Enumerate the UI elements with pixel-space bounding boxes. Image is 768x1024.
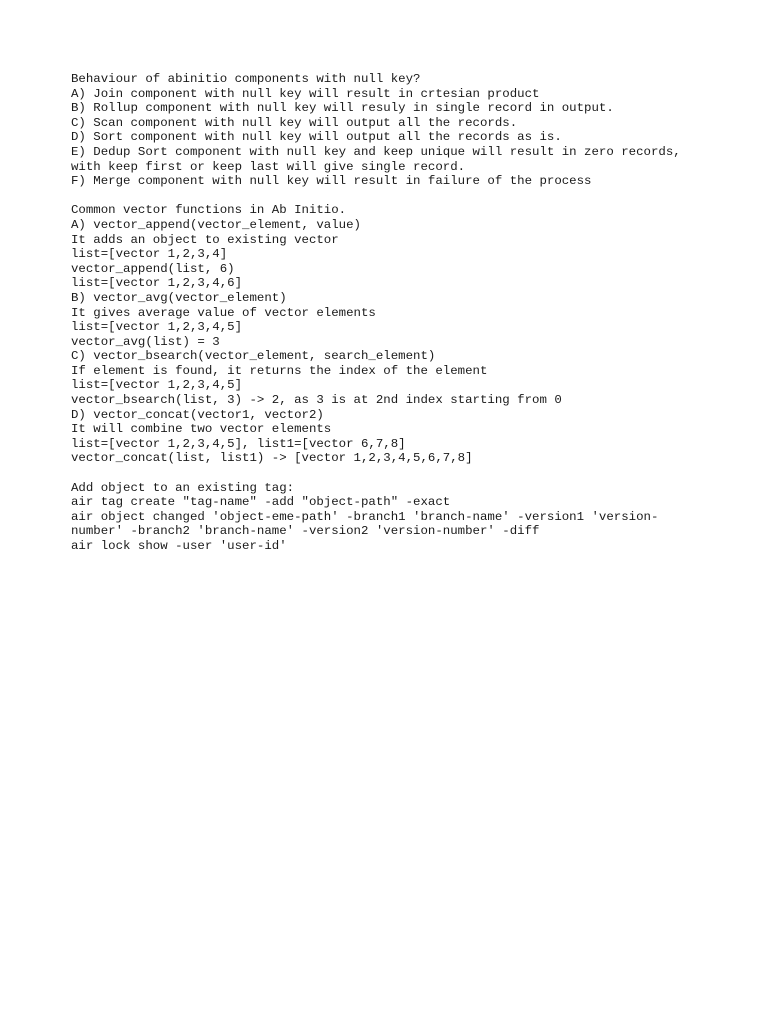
text-line: C) Scan component with null key will output all the records. <box>71 115 518 130</box>
text-line: A) vector_append(vector_element, value) <box>71 217 361 232</box>
text-line: It will combine two vector elements <box>71 422 332 437</box>
text-line: E) Dedup Sort component with null key and keep unique will result in zero records, <box>71 144 681 159</box>
text-line: D) vector_concat(vector1, vector2) <box>71 407 324 422</box>
text-line: F) Merge component with null key will result in failure of the process <box>71 174 592 189</box>
text-line: D) Sort component with null key will output all the records as is. <box>71 130 562 145</box>
text-line: It adds an object to existing vector <box>71 232 339 247</box>
text-line: It gives average value of vector elements <box>71 305 376 320</box>
text-line: number' -branch2 'branch-name' -version2 'version-number' -diff <box>71 524 540 539</box>
section-vector-functions <box>71 203 701 466</box>
text-line: C) vector_bsearch(vector_element, search_element) <box>71 349 436 364</box>
text-line: air tag create "tag-name" -add "object-path" -exact <box>71 495 451 510</box>
text-line: list=[vector 1,2,3,4,5], list1=[vector 6,7,8] <box>71 436 406 451</box>
section-heading: Add object to an existing tag: <box>71 480 295 495</box>
text-line: If element is found, it returns the index of the element <box>71 363 488 378</box>
text-line: with keep first or keep last will give single record. <box>71 159 466 174</box>
text-line: vector_concat(list, list1) -> [vector 1,2,3,4,5,6,7,8] <box>71 451 473 466</box>
text-line: vector_bsearch(list, 3) -> 2, as 3 is at 2nd index starting from 0 <box>71 393 562 408</box>
text-line: air object changed 'object-eme-path' -branch1 'branch-name' -version1 'version- <box>71 509 659 524</box>
section-null-key-behaviour <box>71 72 701 189</box>
text-line: list=[vector 1,2,3,4,5] <box>71 320 243 335</box>
text-line: vector_avg(list) = 3 <box>71 334 220 349</box>
text-line: vector_append(list, 6) <box>71 261 235 276</box>
text-line: list=[vector 1,2,3,4] <box>71 247 228 262</box>
section-heading: Behaviour of abinitio components with null key? <box>71 72 421 86</box>
document-body <box>71 72 701 568</box>
text-line: list=[vector 1,2,3,4,6] <box>71 276 243 291</box>
text-line: A) Join component with null key will result in crtesian product <box>71 86 540 101</box>
section-heading: Common vector functions in Ab Initio. <box>71 203 347 218</box>
section-air-commands <box>71 481 701 554</box>
text-line: B) Rollup component with null key will resuly in single record in output. <box>71 101 614 116</box>
text-line: B) vector_avg(vector_element) <box>71 290 287 305</box>
text-line: air lock show -user 'user-id' <box>71 539 287 553</box>
text-line: list=[vector 1,2,3,4,5] <box>71 378 243 393</box>
